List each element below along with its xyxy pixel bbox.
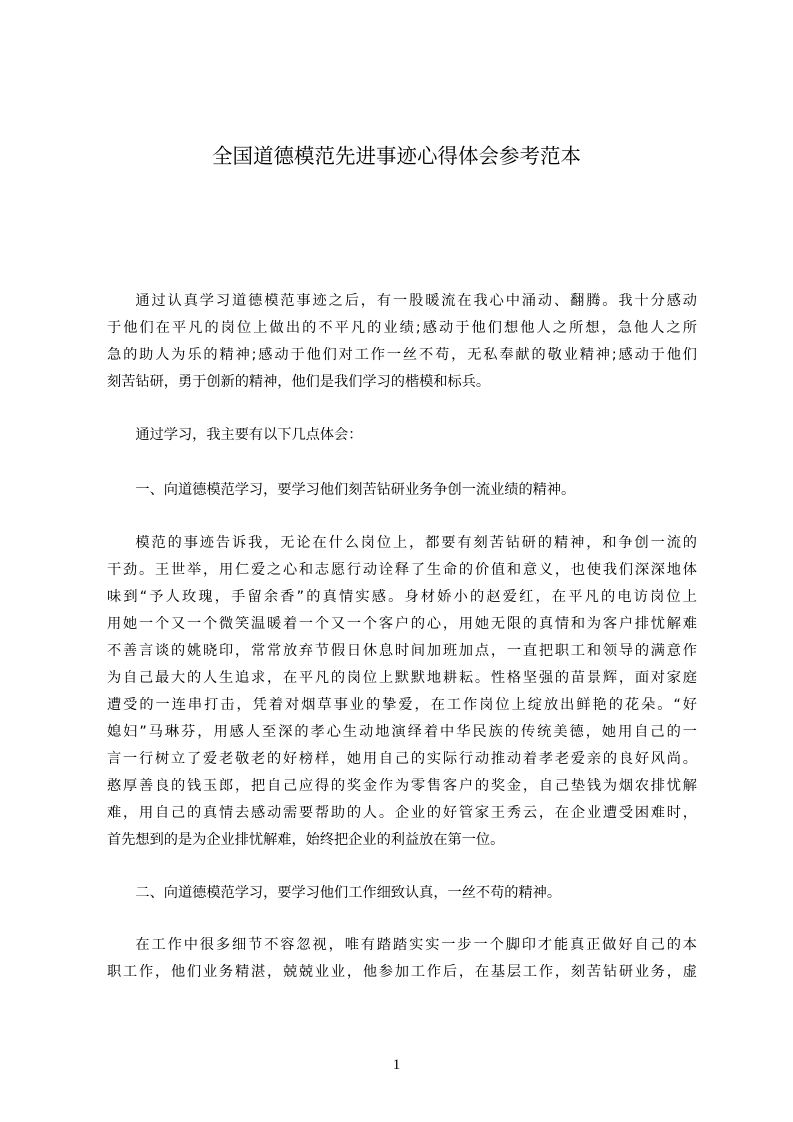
paragraph-line: 通过认真学习道德模范事迹之后，有一股暖流在我心中涌动、翻腾。我十分感动 xyxy=(135,293,697,309)
paragraph-line: 用她一个又一个微笑温暖着一个又一个客户的心，用她无限的真情和为客户排忧解难 xyxy=(107,616,697,632)
paragraph-line: 遭受的一连串打击，凭着对烟草事业的挚爱，在工作岗位上绽放出鲜艳的花朵。“好 xyxy=(107,697,697,713)
page-number: 1 xyxy=(392,1057,401,1073)
paragraph-line: 在工作中很多细节不容忽视，唯有踏踏实实一步一个脚印才能真正做好自己的本 xyxy=(135,937,697,953)
paragraph-line: 首先想到的是为企业排忧解难，始终把企业的利益放在第一位。 xyxy=(107,832,505,848)
paragraph-line: 急的助人为乐的精神;感动于他们对工作一丝不苟，无私奉献的敬业精神;感动于他们 xyxy=(107,347,697,363)
paragraph-line: 憨厚善良的钱玉郎，把自己应得的奖金作为零售客户的奖金，自己垫钱为烟农排忧解 xyxy=(107,778,697,794)
paragraph-line: 媳妇”马琳芬，用感人至深的孝心生动地演绎着中华民族的传统美德，她用自己的一 xyxy=(107,724,697,740)
paragraph-line: 难，用自己的真情去感动需要帮助的人。企业的好管家王秀云，在企业遭受困难时， xyxy=(107,805,697,821)
paragraph-line: 职工作，他们业务精湛，兢兢业业，他参加工作后，在基层工作，刻苦钻研业务，虚 xyxy=(107,964,697,980)
section-heading: 二、向道德模范学习，要学习他们工作细致认真，一丝不苟的精神。 xyxy=(135,885,562,901)
paragraph-line: 模范的事迹告诉我，无论在什么岗位上，都要有刻苦钻研的精神，和争创一流的 xyxy=(135,535,697,551)
paragraph-line: 味到“予人玫瑰，手留余香”的真情实感。身材娇小的赵爱红，在平凡的电访岗位上 xyxy=(107,589,697,605)
paragraph-line: 刻苦钻研，勇于创新的精神，他们是我们学习的楷模和标兵。 xyxy=(107,374,491,390)
paragraph-line: 不善言谈的姚晓印，常常放弃节假日休息时间加班加点，一直把职工和领导的满意作 xyxy=(107,643,697,659)
paragraph-line: 干劲。王世举，用仁爱之心和志愿行动诠释了生命的价值和意义，也使我们深深地体 xyxy=(107,562,697,578)
paragraph-line: 为自己最大的人生追求，在平凡的岗位上默默地耕耘。性格坚强的苗景辉，面对家庭 xyxy=(107,670,697,686)
section-heading: 一、向道德模范学习，要学习他们刻苦钻研业务争创一流业绩的精神。 xyxy=(135,482,576,498)
paragraph-line: 于他们在平凡的岗位上做出的不平凡的业绩;感动于他们想他人之所想，急他人之所 xyxy=(107,320,697,336)
paragraph-line: 通过学习，我主要有以下几点体会： xyxy=(135,427,363,443)
paragraph-line: 言一行树立了爱老敬老的好榜样，她用自己的实际行动推动着孝老爱亲的良好风尚。 xyxy=(107,751,697,767)
page-title: 全国道德模范先进事迹心得体会参考范本 xyxy=(212,144,581,168)
